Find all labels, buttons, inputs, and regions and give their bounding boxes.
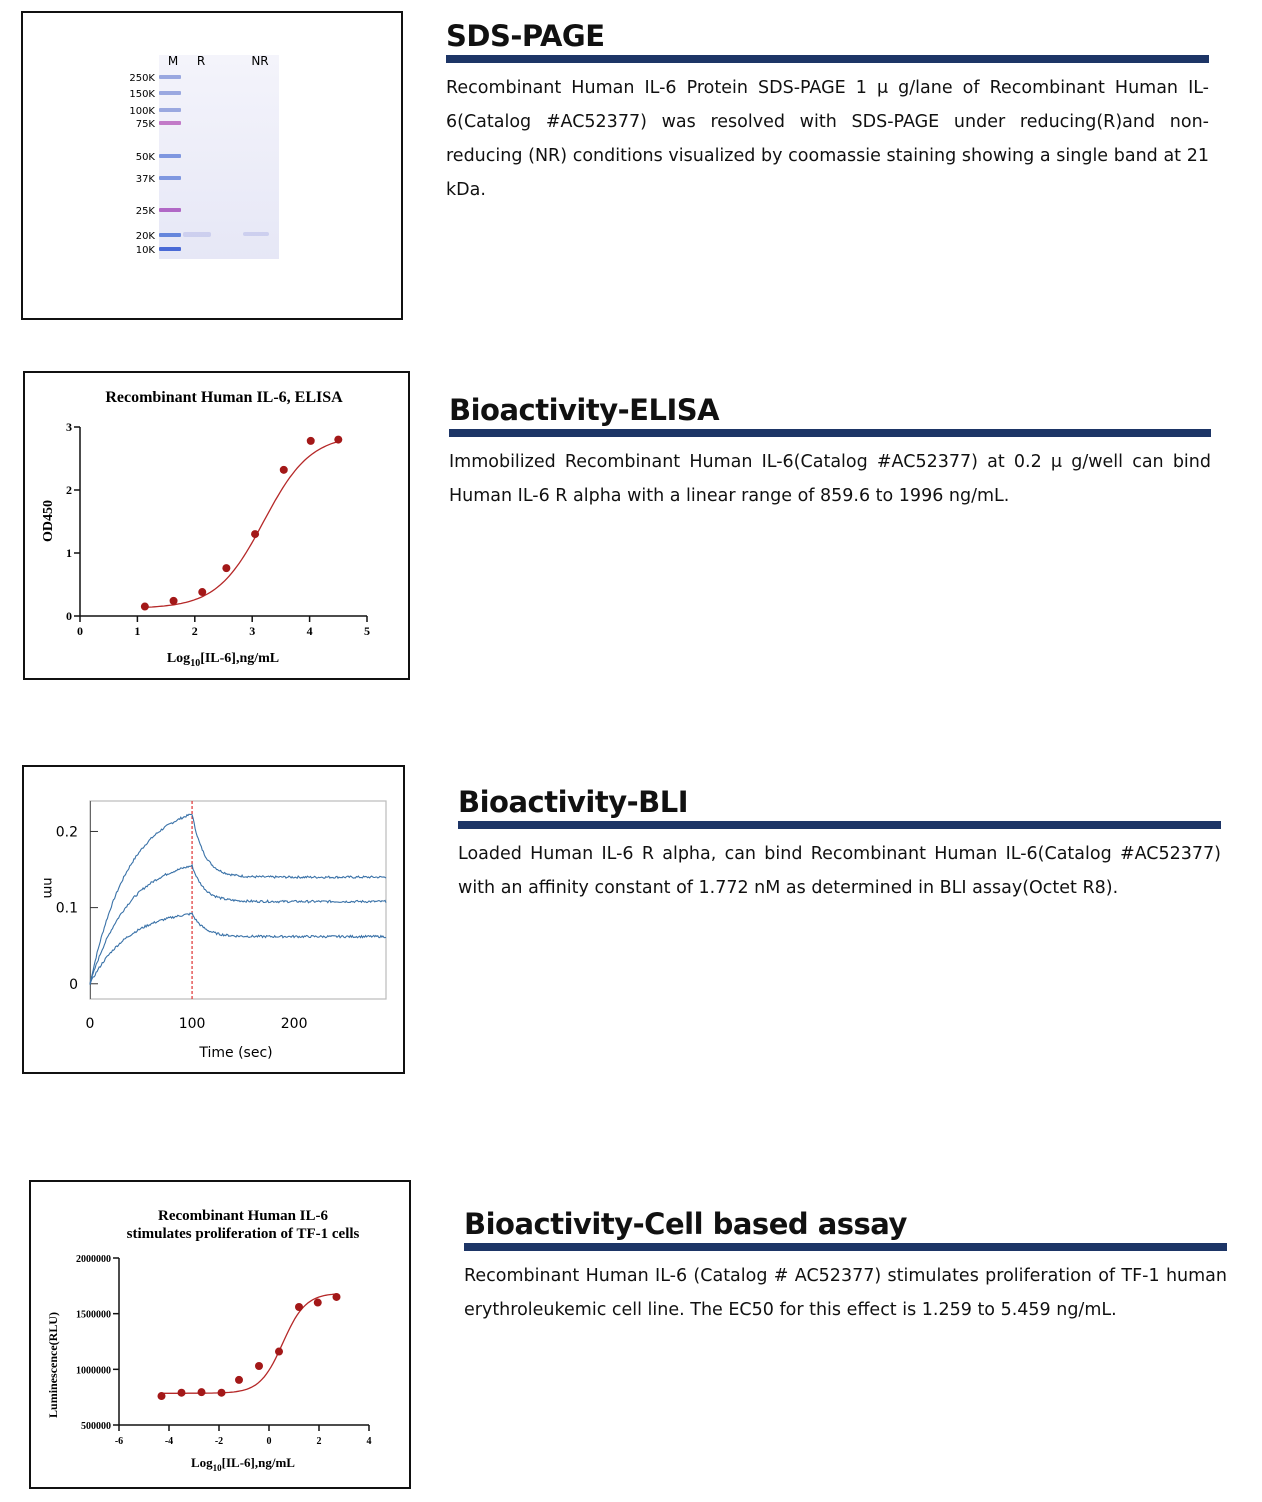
elisa-chart — [25, 373, 408, 678]
y-tick-label: 0 — [69, 976, 78, 993]
data-point — [170, 597, 178, 605]
data-point — [158, 1392, 166, 1400]
marker-band — [159, 208, 181, 212]
x-tick-label: -4 — [164, 1436, 174, 1447]
band-nr-lane — [243, 232, 269, 236]
marker-band — [159, 154, 181, 158]
marker-band — [159, 91, 181, 95]
marker-label: 10K — [135, 245, 155, 256]
section-title: Bioactivity-Cell based assay — [464, 1207, 907, 1241]
x-tick-label: -6 — [114, 1436, 124, 1447]
data-point — [255, 1362, 263, 1370]
title-underline-bar — [458, 821, 1221, 829]
cell-assay-chart-figure — [29, 1180, 411, 1489]
y-axis-label: Luminescence(RLU) — [46, 1312, 60, 1418]
x-axis-label: Time (sec) — [199, 1045, 273, 1061]
data-point — [218, 1389, 226, 1397]
section-description: Immobilized Recombinant Human IL-6(Catalog #AC52377) at 0.2 μ g/well can bind Human IL-6 R alpha with a linear range of 859.6 to 1996 ng/mL. — [449, 452, 1211, 506]
x-tick-label: 0 — [85, 1016, 95, 1032]
marker-band — [159, 121, 181, 125]
sensorgram-line-mid — [90, 865, 386, 985]
cell-assay-chart — [31, 1182, 409, 1487]
x-tick-label: 1 — [134, 624, 141, 638]
data-point — [251, 530, 259, 538]
y-tick-label: 1500000 — [76, 1309, 111, 1321]
y-tick-label: 0.1 — [55, 900, 78, 917]
section-bli — [458, 785, 1221, 905]
x-tick-label: 100 — [178, 1016, 206, 1032]
sds-page-figure — [21, 11, 403, 320]
elisa-chart-figure — [23, 371, 410, 680]
marker-label: 250K — [129, 73, 155, 84]
section-title: SDS-PAGE — [446, 19, 605, 53]
marker-label: 100K — [129, 106, 155, 117]
x-tick-label: 3 — [249, 624, 256, 638]
x-tick-label: 0 — [266, 1436, 272, 1447]
marker-band — [159, 233, 181, 237]
section-sds-page — [446, 19, 1209, 207]
data-point — [198, 1388, 206, 1396]
title-underline-bar — [446, 55, 1209, 63]
x-tick-label: 4 — [366, 1436, 372, 1447]
section-description: Loaded Human IL-6 R alpha, can bind Recombinant Human IL-6(Catalog #AC52377) with an affinity constant of 1.772 nM as determined in BLI assay(Octet R8). — [458, 844, 1221, 898]
lane-label-r: R — [196, 54, 206, 68]
data-point — [141, 603, 149, 611]
bli-chart — [24, 767, 403, 1072]
band-r-lane — [183, 232, 211, 237]
data-point — [280, 466, 288, 474]
x-tick-label: -2 — [214, 1436, 224, 1447]
marker-label: 150K — [129, 89, 155, 100]
data-point — [178, 1389, 186, 1397]
x-tick-label: 0 — [77, 624, 83, 638]
data-point — [307, 437, 315, 445]
y-tick-label: 1 — [66, 546, 72, 560]
y-tick-label: 0.2 — [55, 824, 78, 841]
marker-label: 50K — [135, 152, 155, 163]
y-axis-label: nm — [40, 877, 55, 899]
y-tick-label: 0 — [66, 609, 72, 623]
section-description: Recombinant Human IL-6 Protein SDS-PAGE 1 μ g/lane of Recombinant Human IL-6(Catalog #AC52377) was resolved with SDS-PAGE under reducing(R)and non-reducing (NR) conditions visualized by coomassie staining showing a single band at 21 kDa. — [446, 78, 1209, 200]
section-elisa — [449, 393, 1211, 513]
sensorgram-line-low — [90, 913, 386, 985]
y-tick-label: 1000000 — [76, 1365, 111, 1377]
x-tick-label: 200 — [280, 1016, 308, 1032]
data-point — [333, 1293, 341, 1301]
marker-band — [159, 247, 181, 251]
marker-band — [159, 176, 181, 180]
data-point — [222, 564, 230, 572]
fit-curve — [162, 1294, 337, 1393]
fit-curve — [145, 442, 338, 608]
title-underline-bar — [464, 1243, 1227, 1251]
lane-label-nr: NR — [251, 54, 269, 68]
section-title: Bioactivity-ELISA — [449, 393, 720, 427]
y-tick-label: 2 — [66, 483, 72, 497]
chart-title: Recombinant Human IL-6, ELISA — [105, 389, 343, 406]
title-underline-bar — [449, 429, 1211, 437]
marker-band — [159, 75, 181, 79]
y-tick-label: 3 — [66, 420, 72, 434]
x-axis-label: Log$_{10}$[IL-6],ng/mL — [166, 651, 280, 669]
y-tick-label: 2000000 — [76, 1254, 111, 1265]
lane-label-m: M — [167, 54, 179, 68]
x-tick-label: 2 — [316, 1436, 322, 1447]
marker-band — [159, 108, 181, 112]
x-axis-label: Log$_{10}$[IL-6],ng/mL — [191, 1455, 295, 1473]
chart-subtitle: stimulates proliferation of TF-1 cells — [126, 1226, 360, 1242]
marker-label: 20K — [135, 231, 155, 242]
marker-label: 75K — [135, 119, 155, 130]
x-tick-label: 4 — [306, 624, 313, 638]
data-point — [314, 1299, 322, 1307]
plot-frame — [90, 801, 386, 999]
chart-title: Recombinant Human IL-6 — [157, 1208, 329, 1224]
data-point — [198, 588, 206, 596]
marker-label: 25K — [135, 206, 155, 217]
data-point — [295, 1303, 303, 1311]
x-tick-label: 5 — [364, 624, 370, 638]
y-axis-label: OD450 — [41, 500, 56, 542]
marker-label: 37K — [135, 174, 155, 185]
section-description: Recombinant Human IL-6 (Catalog # AC52377) stimulates proliferation of TF-1 human erythroleukemic cell line. The EC50 for this effect is 1.259 to 5.459 ng/mL. — [464, 1266, 1227, 1320]
x-tick-label: 2 — [191, 624, 198, 638]
data-point — [275, 1348, 283, 1356]
bli-chart-figure — [22, 765, 405, 1074]
section-title: Bioactivity-BLI — [458, 785, 689, 819]
data-point — [235, 1376, 243, 1384]
data-point — [334, 436, 342, 444]
y-tick-label: 500000 — [81, 1421, 111, 1432]
sensorgram-line-high — [90, 814, 386, 984]
section-cell-based-assay — [464, 1207, 1227, 1327]
sds-page-gel-image — [23, 13, 401, 318]
